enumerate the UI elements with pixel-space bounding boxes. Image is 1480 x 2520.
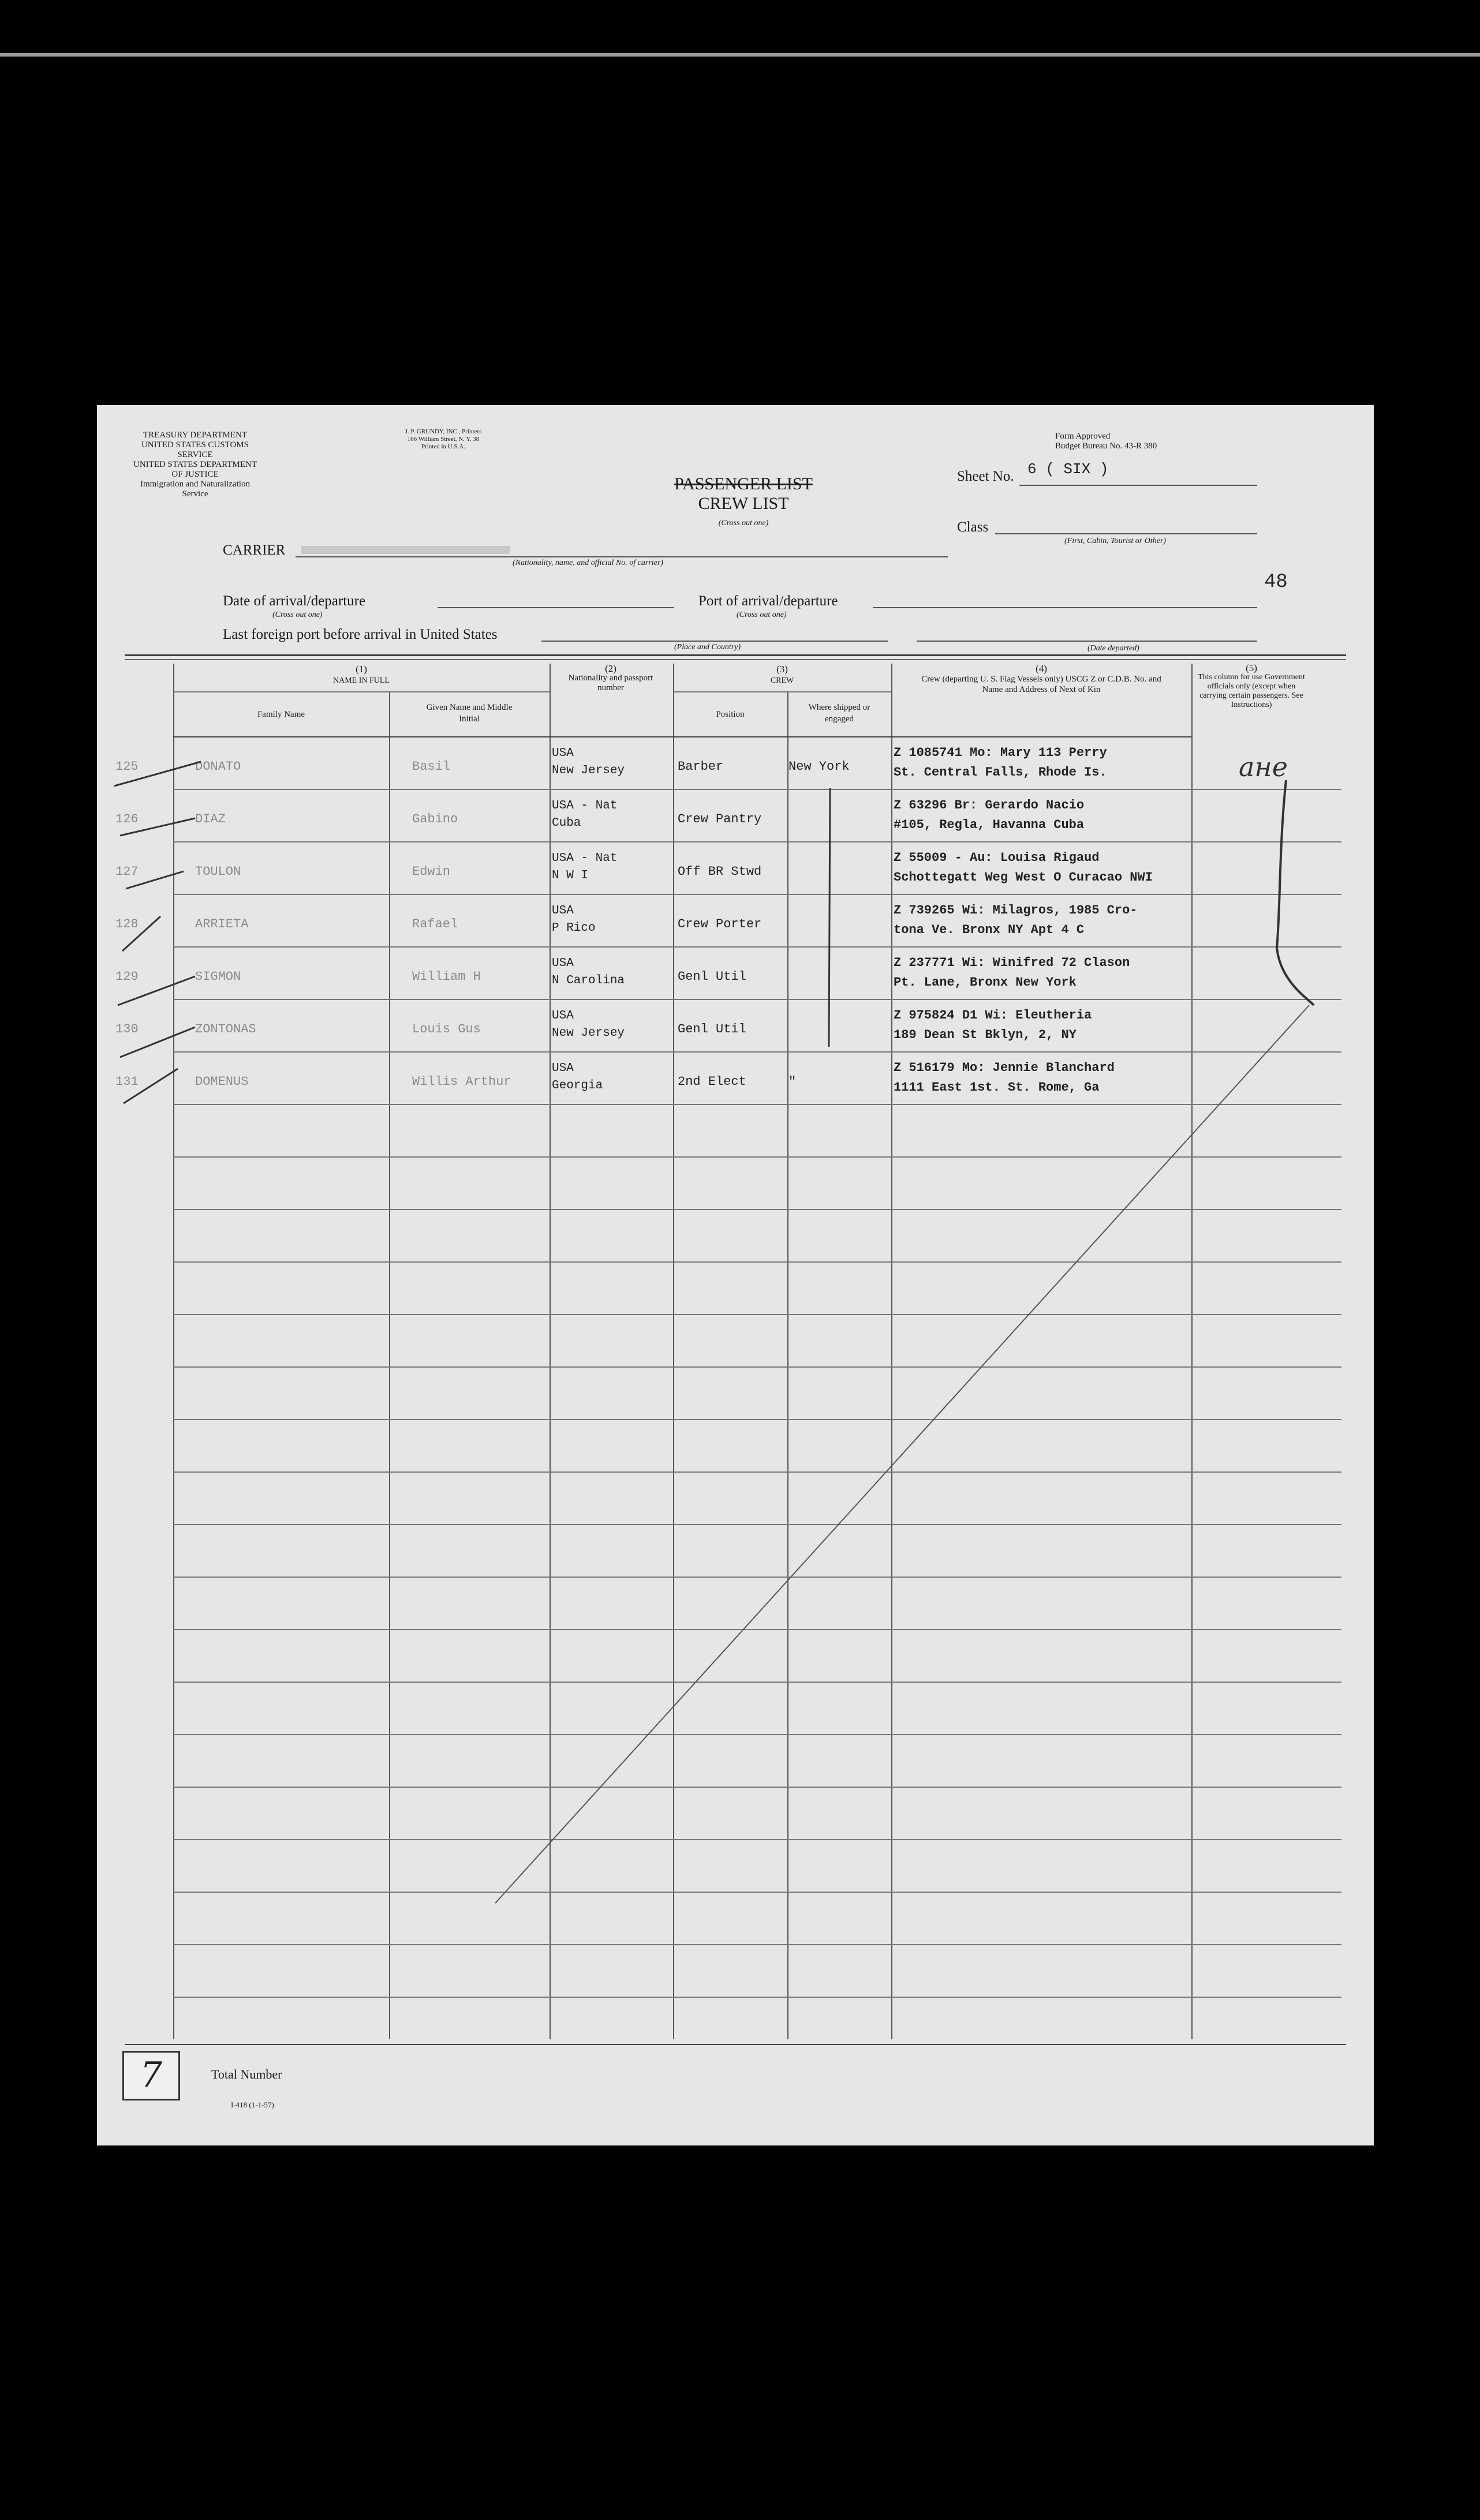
agency-line: Immigration and Naturalization Service <box>140 480 250 499</box>
row-number: 129 <box>115 969 139 984</box>
total-number-label: Total Number <box>211 2067 282 2081</box>
sheet-label: Sheet No. <box>957 469 1014 484</box>
col3-number: (3) <box>776 664 788 675</box>
given-name-cell: Rafael <box>412 917 458 931</box>
form-approved-line: Form Approved <box>1055 432 1111 441</box>
passport-cell: N W I <box>552 869 589 882</box>
passport-cell: Georgia <box>552 1079 603 1092</box>
date-departed-hint: (Date departed) <box>1087 644 1139 653</box>
total-count-value: 7 <box>140 2055 163 2095</box>
place-hint: (Place and Country) <box>674 643 741 651</box>
family-name-cell: DONATO <box>195 759 241 774</box>
sheet-value: 6 ( SIX ) <box>1027 460 1109 478</box>
position-cell: Genl Util <box>678 969 746 984</box>
tick-mark <box>120 818 195 836</box>
where-shipped-header: Where shipped or engaged <box>808 703 870 724</box>
ditto-line <box>829 788 830 1047</box>
passport-cell: New Jersey <box>552 764 625 777</box>
printer-line: Printed in U.S.A. <box>421 443 466 450</box>
port-hint: (Cross out one) <box>737 611 787 619</box>
next-of-kin-line: Pt. Lane, Bronx New York <box>894 975 1077 990</box>
where-shipped-cell: " <box>788 1074 797 1089</box>
cancel-diagonal-line <box>495 1005 1309 1903</box>
class-hint: (First, Cabin, Tourist or Other) <box>1064 537 1167 545</box>
port-label: Port of arrival/departure <box>698 593 838 609</box>
row-number: 131 <box>115 1074 139 1089</box>
family-name-cell: DOMENUS <box>195 1074 249 1089</box>
nationality-cell: USA <box>552 1062 574 1075</box>
next-of-kin-line: Schottegatt Weg West O Curacao NWI <box>894 870 1153 885</box>
nationality-cell: USA - Nat <box>552 852 618 865</box>
nationality-cell: USA <box>552 1009 574 1023</box>
col4-number: (4) <box>1036 663 1047 674</box>
row-number: 127 <box>115 864 139 879</box>
cross-out-hint: (Cross out one) <box>718 519 769 527</box>
position-cell: Crew Pantry <box>678 812 762 826</box>
passport-cell: N Carolina <box>552 974 625 987</box>
nationality-cell: USA <box>552 747 574 760</box>
position-cell: Genl Util <box>678 1022 746 1036</box>
next-of-kin-line: #105, Regla, Havanna Cuba <box>894 818 1085 832</box>
row-number: 128 <box>115 917 139 931</box>
col5-title: This column for use Government officials only (except when carrying certain passengers. See Instructions) <box>1198 673 1305 709</box>
last-port-label: Last foreign port before arrival in United States <box>223 627 498 642</box>
tick-mark <box>124 1069 178 1103</box>
given-name-header: Given Name and Middle Initial <box>426 703 513 724</box>
position-header: Position <box>716 710 745 719</box>
film-edge-line <box>0 53 1480 57</box>
crew-list-title: CREW LIST <box>698 494 789 513</box>
official-mark: ане <box>1239 751 1288 782</box>
next-of-kin-line: 189 Dean St Bklyn, 2, NY <box>894 1028 1077 1042</box>
carrier-hint: (Nationality, name, and official No. of carrier) <box>513 559 663 567</box>
next-of-kin-line: Z 55009 - Au: Louisa Rigaud <box>894 851 1100 865</box>
row-number: 126 <box>115 812 139 826</box>
passenger-list-title: PASSENGER LIST <box>674 474 813 493</box>
nationality-cell: USA <box>552 904 574 918</box>
crew-list-form <box>97 405 1374 2145</box>
annotation-strokes <box>97 405 1374 2145</box>
passport-cell: Cuba <box>552 817 581 830</box>
position-cell: Off BR Stwd <box>678 864 762 879</box>
next-of-kin-line: tona Ve. Bronx NY Apt 4 C <box>894 923 1085 937</box>
col1-number: (1) <box>356 664 367 675</box>
col4-title: Crew (departing U. S. Flag Vessels only) USCG Z or C.D.B. No. and Name and Address of Next of Kin <box>921 675 1161 694</box>
nationality-cell: USA <box>552 957 574 970</box>
bracket-stroke <box>1277 780 1314 1005</box>
printer-line: J. P. GRUNDY, INC., Printers <box>405 428 482 435</box>
nationality-cell: USA - Nat <box>552 799 618 812</box>
form-approved-line: Budget Bureau No. 43-R 380 <box>1055 441 1157 451</box>
position-cell: Crew Porter <box>678 917 762 931</box>
given-name-cell: Willis Arthur <box>412 1074 511 1089</box>
col3-title: CREW <box>770 676 794 685</box>
family-name-header: Family Name <box>257 710 305 719</box>
next-of-kin-line: Z 63296 Br: Gerardo Nacio <box>894 798 1085 812</box>
agency-line: UNITED STATES DEPARTMENT OF JUSTICE <box>133 460 257 479</box>
next-of-kin-line: 1111 East 1st. St. Rome, Ga <box>894 1080 1100 1095</box>
form-code: I-418 (1-1-57) <box>231 2100 274 2109</box>
next-of-kin-line: Z 1085741 Mo: Mary 113 Perry <box>894 746 1107 760</box>
col5-number: (5) <box>1246 662 1257 673</box>
next-of-kin-line: Z 516179 Mo: Jennie Blanchard <box>894 1061 1115 1075</box>
total-count-box <box>122 2051 180 2100</box>
next-of-kin-line: Z 237771 Wi: Winifred 72 Clason <box>894 956 1130 970</box>
position-cell: 2nd Elect <box>678 1074 746 1089</box>
printer-line: 166 William Street, N. Y. 38 <box>407 436 480 443</box>
date-label: Date of arrival/departure <box>223 593 366 609</box>
col2-title: Nationality and passport number <box>568 673 653 692</box>
position-cell: Barber <box>678 759 724 774</box>
given-name-cell: William H <box>412 969 481 984</box>
where-shipped-cell: New York <box>788 759 850 774</box>
family-name-cell: TOULON <box>195 864 241 879</box>
row-number: 125 <box>115 759 139 774</box>
given-name-cell: Basil <box>412 759 451 774</box>
next-of-kin-line: Z 739265 Wi: Milagros, 1985 Cro- <box>894 903 1138 918</box>
passport-cell: P Rico <box>552 922 596 935</box>
row-tick-marks <box>114 762 201 1103</box>
tick-mark <box>126 871 184 889</box>
agency-line: TREASURY DEPARTMENT <box>143 430 248 440</box>
col2-number: (2) <box>605 663 616 674</box>
tick-mark <box>118 976 195 1005</box>
carrier-label: CARRIER <box>223 542 286 558</box>
given-name-cell: Gabino <box>412 812 458 826</box>
passport-cell: New Jersey <box>552 1027 625 1040</box>
date-hint: (Cross out one) <box>272 611 323 619</box>
next-of-kin-line: Z 975824 D1 Wi: Eleutheria <box>894 1008 1092 1023</box>
given-name-cell: Louis Gus <box>412 1022 481 1036</box>
tick-mark <box>122 916 160 951</box>
tick-mark <box>120 1027 195 1057</box>
class-label: Class <box>957 519 989 535</box>
next-of-kin-line: St. Central Falls, Rhode Is. <box>894 765 1107 780</box>
given-name-cell: Edwin <box>412 864 451 879</box>
family-name-cell: SIGMON <box>195 969 241 984</box>
col1-title: NAME IN FULL <box>333 676 390 685</box>
page-number: 48 <box>1264 571 1288 593</box>
tick-mark <box>114 762 201 786</box>
family-name-cell: ZONTONAS <box>195 1022 256 1036</box>
agency-line: UNITED STATES CUSTOMS SERVICE <box>141 440 249 459</box>
row-number: 130 <box>115 1022 139 1036</box>
family-name-cell: ARRIETA <box>195 917 249 931</box>
family-name-cell: DIAZ <box>195 812 226 826</box>
